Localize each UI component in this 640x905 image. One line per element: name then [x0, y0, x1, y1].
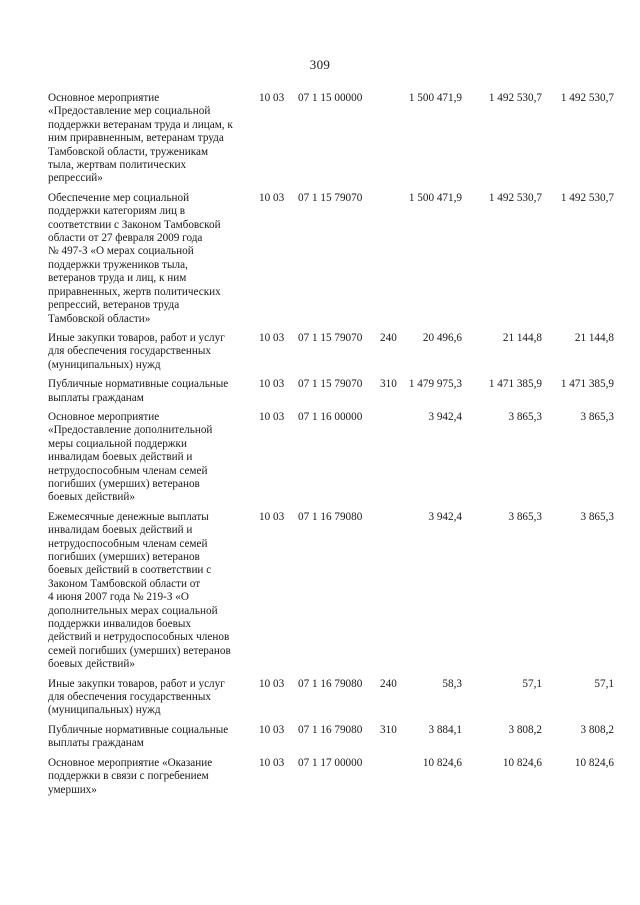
table-row [48, 192, 614, 326]
row-section-code: 10 03 [259, 677, 285, 690]
row-section-code: 10 03 [259, 191, 285, 204]
row-section-code: 10 03 [259, 510, 285, 523]
row-name: Публичные нормативные социальные выплаты гражданам [48, 378, 229, 404]
row-expense-type: 310 [380, 723, 397, 736]
row-amount-year3: 3 865,3 [580, 410, 614, 423]
row-name: Публичные нормативные социальные выплаты гражданам [48, 723, 229, 750]
row-amount-year1: 1 500 471,9 [408, 191, 462, 204]
row-target-code: 07 1 15 79070 [298, 191, 363, 204]
row-amount-year2: 1 492 530,7 [488, 92, 542, 104]
row-amount-year3: 57,1 [594, 677, 614, 690]
row-amount-year3: 3 808,2 [580, 723, 614, 736]
row-target-code: 07 1 17 00000 [298, 756, 363, 769]
row-amount-year1: 1 479 975,3 [408, 378, 462, 391]
row-name: Иные закупки товаров, работ и услуг для обеспечения государственных (муниципальных) нужд [48, 331, 225, 371]
row-target-code: 07 1 15 79070 [298, 378, 363, 391]
table-row [48, 511, 614, 672]
row-target-code: 07 1 16 79080 [298, 677, 363, 690]
row-amount-year2: 1 471 385,9 [488, 378, 542, 391]
table-row [48, 92, 614, 186]
row-section-code: 10 03 [259, 756, 285, 769]
row-target-code: 07 1 15 79070 [298, 331, 363, 344]
table-row [48, 724, 614, 751]
row-amount-year1: 1 500 471,9 [408, 92, 462, 104]
page-number: 309 [309, 57, 331, 72]
row-section-code: 10 03 [259, 92, 285, 104]
row-target-code: 07 1 16 79080 [298, 510, 363, 523]
row-expense-type: 240 [380, 331, 397, 344]
row-amount-year2: 57,1 [522, 677, 542, 690]
row-amount-year3: 21 144,8 [574, 331, 614, 344]
table-row [48, 411, 614, 505]
row-amount-year2: 1 492 530,7 [488, 191, 542, 204]
row-name: Основное мероприятие «Предоставление мер социальной поддержки ветеранам труда и лицам, к ним приравненным, ветеранам труда Тамбовской области, труженикам тыла, жертвам политических репрессий» [48, 92, 233, 185]
row-amount-year3: 1 471 385,9 [560, 378, 614, 391]
row-amount-year2: 3 865,3 [508, 410, 542, 423]
row-name: Основное мероприятие «Оказание поддержки в связи с погребением умерших» [48, 756, 213, 796]
row-expense-type: 240 [380, 677, 397, 690]
row-amount-year2: 3 808,2 [508, 723, 542, 736]
row-section-code: 10 03 [259, 378, 285, 391]
row-amount-year1: 20 496,6 [422, 331, 462, 344]
row-target-code: 07 1 16 00000 [298, 410, 363, 423]
row-amount-year1: 10 824,6 [422, 756, 462, 769]
row-name: Основное мероприятие «Предоставление дополнительной меры социальной поддержки инвалидам боевых действий и нетрудоспособным членам семей погибших (умерших) ветеранов боевых действий» [48, 410, 213, 504]
row-amount-year3: 1 492 530,7 [560, 92, 614, 104]
row-section-code: 10 03 [259, 410, 285, 423]
table-row [48, 378, 614, 405]
row-amount-year3: 3 865,3 [580, 510, 614, 523]
row-expense-type: 310 [380, 378, 397, 391]
row-section-code: 10 03 [259, 331, 285, 344]
row-target-code: 07 1 15 00000 [298, 92, 363, 104]
row-amount-year3: 1 492 530,7 [560, 191, 614, 204]
table-row [48, 757, 614, 797]
row-amount-year2: 3 865,3 [508, 510, 542, 523]
row-amount-year2: 21 144,8 [502, 331, 542, 344]
row-section-code: 10 03 [259, 723, 285, 736]
row-amount-year3: 10 824,6 [574, 756, 614, 769]
row-amount-year1: 3 884,1 [428, 723, 462, 736]
row-amount-year1: 3 942,4 [428, 510, 462, 523]
row-amount-year2: 10 824,6 [502, 756, 542, 769]
row-target-code: 07 1 16 79080 [298, 723, 363, 736]
table-row [48, 332, 614, 372]
row-amount-year1: 58,3 [442, 677, 462, 690]
row-name: Обеспечение мер социальной поддержки категориям лиц в соответствии с Законом Тамбовской области от 27 февраля 2009 года № 497-З «О мерах социальной поддержки тружеников тыла, ветеранов труда и лиц, к ним приравненных, жертв политических репрессий, ветеранов труда Тамбовской области» [48, 191, 221, 325]
budget-table [48, 92, 614, 803]
row-name: Ежемесячные денежные выплаты инвалидам боевых действий и нетрудоспособным членам семей погибших (умерших) ветеранов боевых действий в соответствии с Законом Тамбовской области от 4 июня 2007 года № 219-З «О дополнительных мерах социальной поддержки инвалидов боевых действий и нетрудоспособных членов семей погибших (умерших) ветеранов боевых действий» [48, 510, 231, 671]
row-name: Иные закупки товаров, работ и услуг для обеспечения государственных (муниципальных) нужд [48, 677, 225, 717]
table-row [48, 678, 614, 718]
row-amount-year1: 3 942,4 [428, 410, 462, 423]
